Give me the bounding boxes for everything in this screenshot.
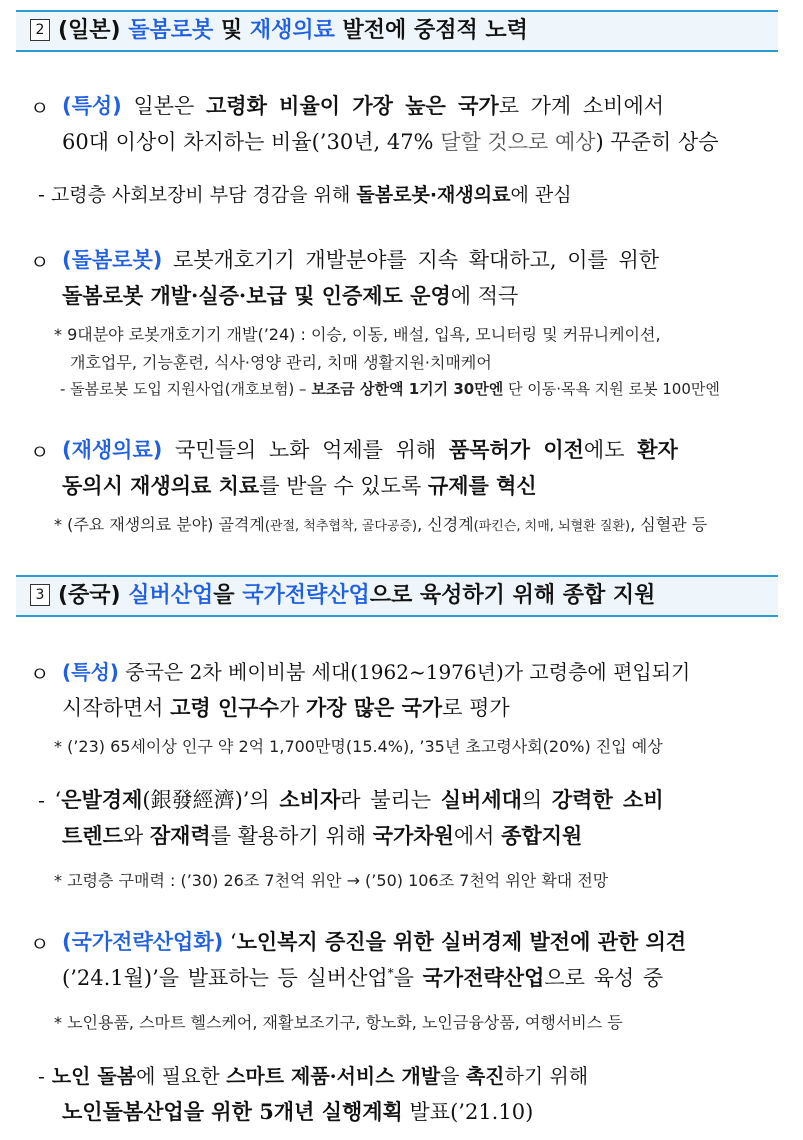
text: 하기 위해	[504, 1064, 589, 1088]
text: 로봇개호기기 개발분야를 지속 확대하고, 이를 위한	[162, 248, 660, 272]
text: 에 적극	[450, 284, 519, 308]
dash-marker: -	[38, 1066, 45, 1088]
bold-text: 트렌드	[62, 823, 123, 848]
bold-text: 잠재력	[149, 823, 211, 848]
text: 을	[440, 1064, 466, 1088]
text: 를 활용하기 위해	[210, 824, 373, 848]
bold-text: 고령 인구수	[170, 695, 279, 720]
section-text: 으로 육성하기 위해 종합 지원	[369, 583, 656, 608]
note-line: * 9대분야 로봇개호기기 개발(’24) : 이승, 이동, 배설, 입욕, 모니터링 및 커뮤니케이션,	[54, 325, 661, 344]
text: 를 받을 수 있도록	[259, 474, 428, 498]
bold-text: 강력한 소비	[551, 787, 664, 812]
bold-text: 국가차원	[372, 823, 454, 848]
text: ‘	[44, 788, 62, 812]
text: (’24.1월)’을 발표하는 등 실버산업	[62, 966, 388, 990]
text: 일본은	[121, 94, 206, 118]
section-keyword: 재생의료	[249, 18, 335, 43]
section-number: 3	[30, 584, 50, 606]
dash-marker: -	[38, 184, 45, 206]
section-text: 발전에 중점적 노력	[334, 18, 528, 43]
text-line	[62, 90, 664, 120]
text: 단 이동·목욕 지원 로봇 100만엔	[503, 380, 720, 398]
text: 에 필요한	[136, 1064, 227, 1088]
text-line	[62, 244, 659, 274]
bold-text: 실버세대	[440, 787, 522, 812]
bullet-marker: ㅇ	[30, 932, 50, 956]
text: 발표(’21.10)	[402, 1100, 534, 1124]
section-header-china	[16, 575, 778, 617]
text: * (주요 재생의료 분야) 골격계	[54, 515, 265, 534]
bold-text: 노인 돌봄	[44, 1064, 137, 1088]
bold-text: 환자	[637, 437, 678, 462]
text-line	[62, 1096, 533, 1126]
section-keyword: 국가전략산업	[242, 583, 370, 608]
section-header-japan	[16, 10, 778, 52]
text: - 돌봄로봇 도입 지원사업(개호보험) –	[60, 380, 312, 398]
bullet-tag: (특성)	[62, 660, 119, 684]
bold-text: 고령화 비율이 가장 높은 국가	[206, 93, 499, 118]
bold-text: 소비자	[279, 787, 341, 812]
dash-item-interest	[38, 180, 572, 207]
text: 중국은 2차 베이비붐 세대(1962~1976년)가 고령층에 편입되기	[118, 660, 691, 684]
bold-text: 국가전략산업	[422, 965, 545, 990]
text: 달할 것으로 예상	[440, 130, 596, 154]
text: 60대 이상이 차지하는 비율(’30년, 47%	[62, 130, 441, 154]
section-lead: (중국)	[58, 583, 129, 608]
text-line	[62, 962, 663, 992]
note-line: 개호업무, 기능훈련, 식사·영양 관리, 치매 생활지원·치매케어	[70, 353, 492, 372]
text: (銀發經濟)’의	[142, 788, 280, 812]
bold-text: 돌봄로봇 개발·실증·보급 및 인증제도 운영	[62, 283, 451, 308]
dash-marker: -	[38, 790, 45, 812]
text: 의	[521, 788, 552, 812]
bold-text: 촉진	[465, 1064, 505, 1088]
note-line: * 고령층 구매력 : (’30) 26조 7천억 위안 → (’50) 106조 7천억 위안 확대 전망	[54, 871, 609, 890]
bullet-tag: (특성)	[62, 94, 122, 118]
bold-text: 품목허가 이전	[448, 437, 584, 462]
text: 에도	[583, 438, 638, 462]
note-line	[54, 512, 707, 535]
text: 로 가계 소비에서	[498, 94, 665, 118]
text: 로 평가	[442, 696, 510, 720]
bold-text: 가장 많은 국가	[305, 695, 443, 720]
text-line	[62, 126, 719, 156]
text: 고령층 사회보장비 부담 경감을 위해	[44, 184, 357, 206]
bullet-marker: ㅇ	[30, 662, 50, 686]
text-line	[62, 280, 518, 310]
note-line: * (’23) 65세이상 인구 약 2억 1,700만명(15.4%), ’35년 초고령사회(20%) 진입 예상	[54, 737, 663, 756]
text-line	[62, 656, 690, 685]
text: 에 관심	[510, 184, 572, 206]
text: 가	[278, 696, 306, 720]
text-line	[62, 434, 678, 464]
section-number: 2	[30, 19, 50, 41]
bullet-marker: ㅇ	[30, 440, 50, 464]
bold-text: 은발경제	[61, 787, 143, 812]
bold-text: 보조금 상한액 1기기 30만엔	[311, 380, 504, 398]
footnote-mark: *	[387, 966, 394, 980]
note-line	[60, 378, 720, 399]
text-line	[62, 470, 537, 500]
text: ‘	[223, 930, 237, 954]
section-keyword: 돌봄로봇	[128, 18, 214, 43]
text-line	[38, 1060, 588, 1089]
section-lead: (일본)	[58, 18, 129, 43]
text: 국민들의 노화 억제를 위해	[162, 438, 449, 462]
bold-text: 노인복지 증진을 위한 실버경제 발전에 관한 의견	[236, 929, 687, 954]
bullet-tag: (재생의료)	[62, 438, 163, 462]
section-text: 을	[213, 583, 243, 608]
text: 와	[122, 824, 150, 848]
text-line	[62, 692, 510, 722]
bold-text: 스마트 제품·서비스 개발	[226, 1064, 441, 1088]
text: 으로 육성 중	[544, 966, 664, 990]
text: , 신경계	[417, 515, 474, 534]
bold-text: 규제를 혁신	[427, 473, 537, 498]
bullet-tag: (국가전략산업화)	[62, 930, 224, 954]
text: 라 불리는	[340, 788, 441, 812]
bold-text: 돌봄로봇·재생의료	[356, 184, 511, 206]
bold-text: 종합지원	[501, 823, 583, 848]
bullet-tag: (돌봄로봇)	[62, 248, 163, 272]
text: (관절, 척추협착, 골다공증)	[264, 519, 418, 534]
section-keyword: 실버산업	[128, 583, 214, 608]
text-line	[62, 820, 582, 850]
text-line	[62, 926, 686, 956]
text: 을	[393, 966, 423, 990]
bullet-marker: ㅇ	[30, 96, 50, 120]
bold-text: 노인돌봄산업을 위한 5개년 실행계획	[62, 1099, 403, 1124]
text: ) 꾸준히 상승	[595, 130, 719, 154]
text: 에서	[453, 824, 502, 848]
bold-text: 동의시 재생의료 치료	[62, 473, 260, 498]
text-line	[38, 784, 664, 814]
text: 시작하면서	[62, 696, 171, 720]
bullet-marker: ㅇ	[30, 250, 50, 274]
note-line: * 노인용품, 스마트 헬스케어, 재활보조기구, 항노화, 노인금융상품, 여행서비스 등	[54, 1013, 623, 1032]
text: , 심혈관 등	[630, 515, 708, 534]
text: (파킨슨, 치매, 뇌혈환 질환)	[473, 519, 631, 534]
section-text: 및	[213, 18, 250, 43]
